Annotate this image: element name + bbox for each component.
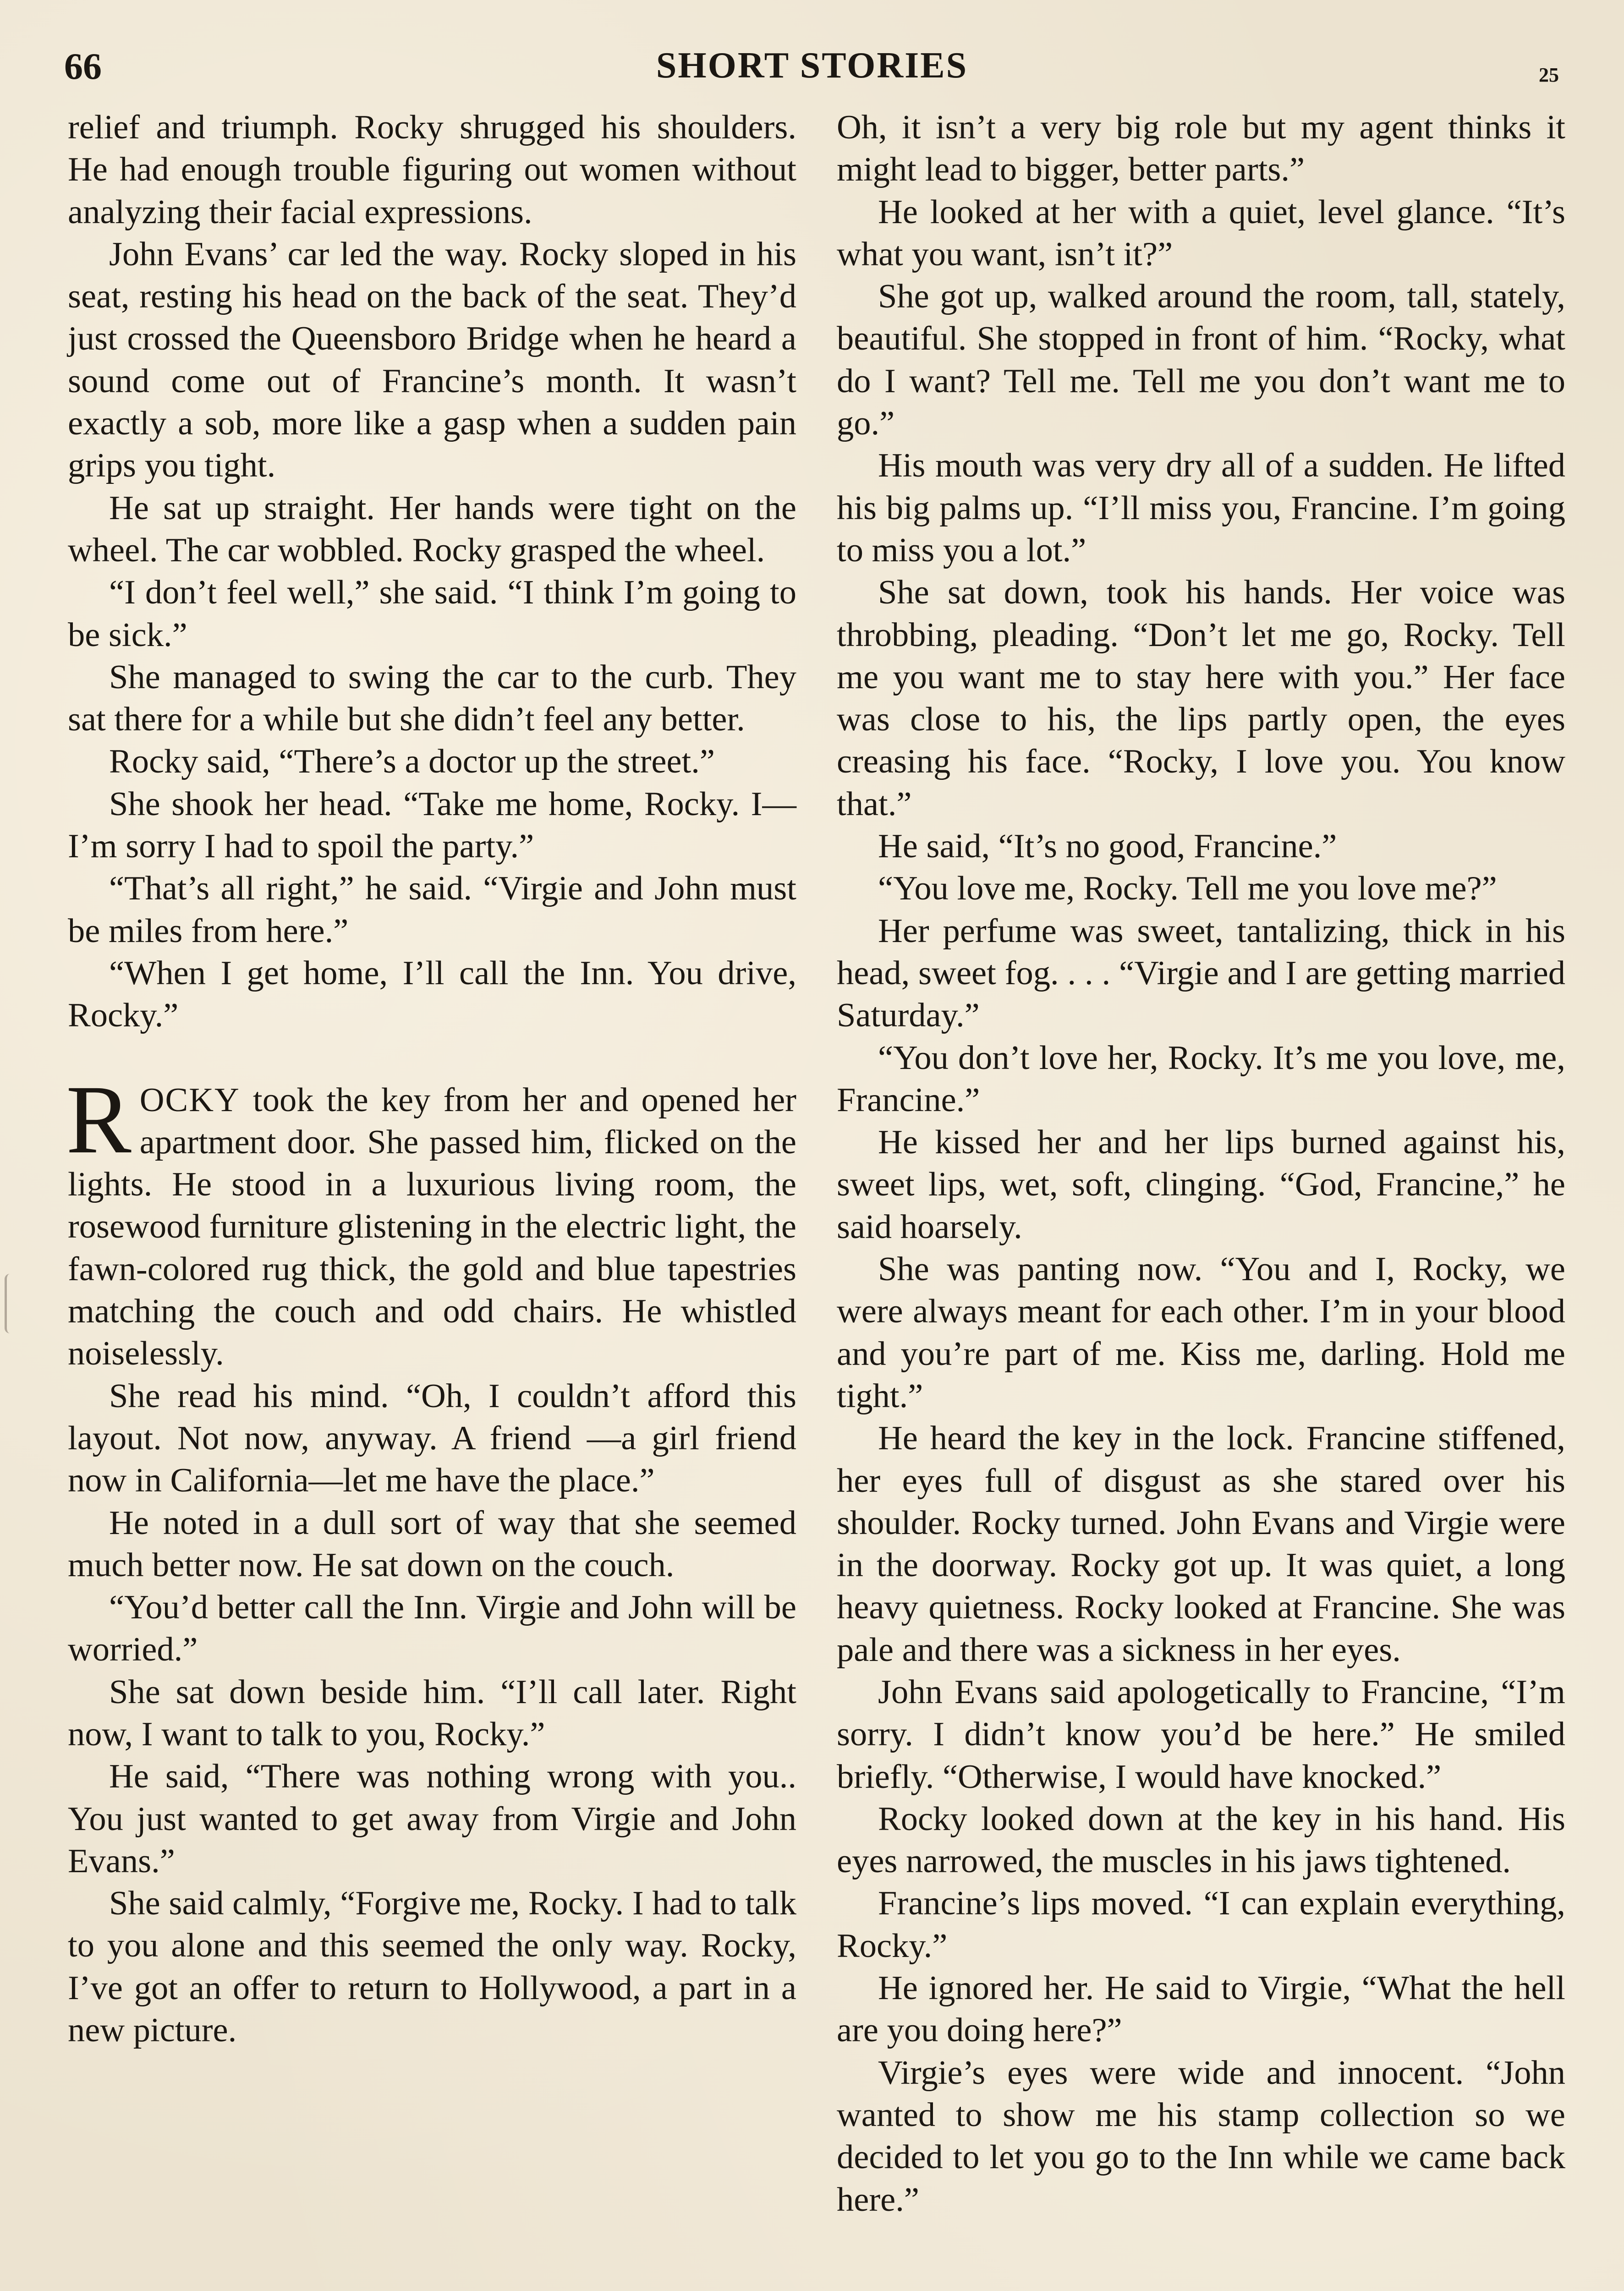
paragraph: “You love me, Rocky. Tell me you love me?” <box>878 870 1497 908</box>
paragraph: She said calmly, “Forgive me, Rocky. I had to talk to you alone and this seemed the only way. Rocky, I’ve got an offer to return to Hollywood, a part in a new picture. <box>68 1885 796 2050</box>
drop-cap: R <box>66 1065 132 1174</box>
paragraph: She shook her head. “Take me home, Rocky. I—I’m sorry I had to spoil the party.” <box>68 785 796 866</box>
paragraph: He heard the key in the lock. Francine stiffened, her eyes full of disgust as she stared over his shoulder. Rocky turned. John Evans and Virgie were in the doorway. Rocky got up. It was quiet, a long heavy quietness. Rocky looked at Francine. She was pale and there was a sickness in her eyes. <box>837 1420 1565 1669</box>
right-column <box>837 106 1565 2221</box>
paragraph: relief and triumph. Rocky shrugged his shoulders. He had enough trouble figuring out women without analyzing their facial expressions. <box>68 109 796 231</box>
paragraph-text: took the key from her and opened her apartment door. She passed him, flicked on the lights. He stood in a luxurious living room, the rosewood furniture glistening in the electric light, the fawn-colored rug thick, the gold and blue tapestries matching the couch and odd chairs. He whistled noiselessly. <box>68 1081 796 1373</box>
paragraph: “When I get home, I’ll call the Inn. You drive, Rocky.” <box>68 954 796 1035</box>
paragraph: Oh, it isn’t a very big role but my agent thinks it might lead to bigger, better parts.” <box>837 109 1565 189</box>
paragraph: She got up, walked around the room, tall, stately, beautiful. She stopped in front of him. “Rocky, what do I want? Tell me. Tell me you don’t want me to go.” <box>837 278 1565 443</box>
paragraph: John Evans’ car led the way. Rocky sloped in his seat, resting his head on the back of the seat. They’d just crossed the Queensboro Bridge when he heard a sound come out of Francine’s month. It wasn’t exactly a sob, more like a gasp when a sudden pain grips you tight. <box>68 235 796 485</box>
paragraph: He kissed her and her lips burned against his, sweet lips, wet, soft, clinging. “God, Francine,” he said hoarsely. <box>837 1124 1565 1246</box>
paragraph: “You don’t love her, Rocky. It’s me you love, me, Francine.” <box>837 1039 1565 1119</box>
running-head: SHORT STORIES <box>656 45 968 86</box>
paragraph: “That’s all right,” he said. “Virgie and John must be miles from here.” <box>68 870 796 950</box>
paragraph: Virgie’s eyes were wide and innocent. “John wanted to show me his stamp collection so we decided to let you go to the Inn while we came back here.” <box>837 2054 1565 2219</box>
paragraph: “You’d better call the Inn. Virgie and John will be worried.” <box>68 1589 796 1669</box>
paragraph: Rocky looked down at the key in his hand. His eyes narrowed, the muscles in his jaws tightened. <box>837 1800 1565 1880</box>
paragraph: Rocky said, “There’s a doctor up the street.” <box>109 743 715 781</box>
paragraph: John Evans said apologetically to Francine, “I’m sorry. I didn’t know you’d be here.” He smiled briefly. “Otherwise, I would have knocked.” <box>837 1673 1565 1796</box>
paragraph: “I don’t feel well,” she said. “I think I’m going to be sick.” <box>68 574 796 654</box>
paragraph: She sat down beside him. “I’ll call later. Right now, I want to talk to you, Rocky.” <box>68 1673 796 1753</box>
paragraph: Her perfume was sweet, tantalizing, thick in his head, sweet fog. . . . “Virgie and I are getting married Saturday.” <box>837 912 1565 1035</box>
paragraph: She managed to swing the car to the curb. They sat there for a while but she didn’t feel any better. <box>68 658 796 739</box>
paragraph: He said, “It’s no good, Francine.” <box>878 828 1337 866</box>
section-start-paragraph <box>66 1065 796 1375</box>
paragraph: His mouth was very dry all of a sudden. He lifted his big palms up. “I’ll miss you, Francine. I’m going to miss you a lot.” <box>837 447 1565 569</box>
paragraph: She was panting now. “You and I, Rocky, we were always meant for each other. I’m in your blood and you’re part of me. Kiss me, darling. Hold me tight.” <box>837 1250 1565 1415</box>
paragraph: He sat up straight. Her hands were tight on the wheel. The car wobbled. Rocky grasped the wheel. <box>68 489 796 569</box>
paragraph: He said, “There was nothing wrong with you.. You just wanted to get away from Virgie and John Evans.” <box>68 1758 796 1880</box>
paragraph: She sat down, took his hands. Her voice was throbbing, pleading. “Don’t let me go, Rocky. Tell me you want me to stay here with you.” Her face was close to his, the lips partly open, the eyes creasing his face. “Rocky, I love you. You know that.” <box>837 574 1565 823</box>
paragraph: He looked at her with a quiet, level glance. “It’s what you want, isn’t it?” <box>837 193 1565 273</box>
paragraph: He ignored her. He said to Virgie, “What the hell are you doing here?” <box>837 1969 1565 2050</box>
page-edge-mark <box>5 1274 15 1333</box>
left-column <box>68 106 796 2051</box>
corner-mark: 25 <box>1539 64 1559 86</box>
paragraph: He noted in a dull sort of way that she seemed much better now. He sat down on the couch. <box>68 1504 796 1584</box>
lead-caps: OCKY <box>139 1081 240 1119</box>
paragraph: She read his mind. “Oh, I couldn’t afford this layout. Not now, anyway. A friend —a girl friend now in California—let me have the place.” <box>68 1377 796 1500</box>
page-header <box>0 45 1624 95</box>
page-number: 66 <box>64 45 102 87</box>
paragraph: Francine’s lips moved. “I can explain everything, Rocky.” <box>837 1885 1565 1965</box>
